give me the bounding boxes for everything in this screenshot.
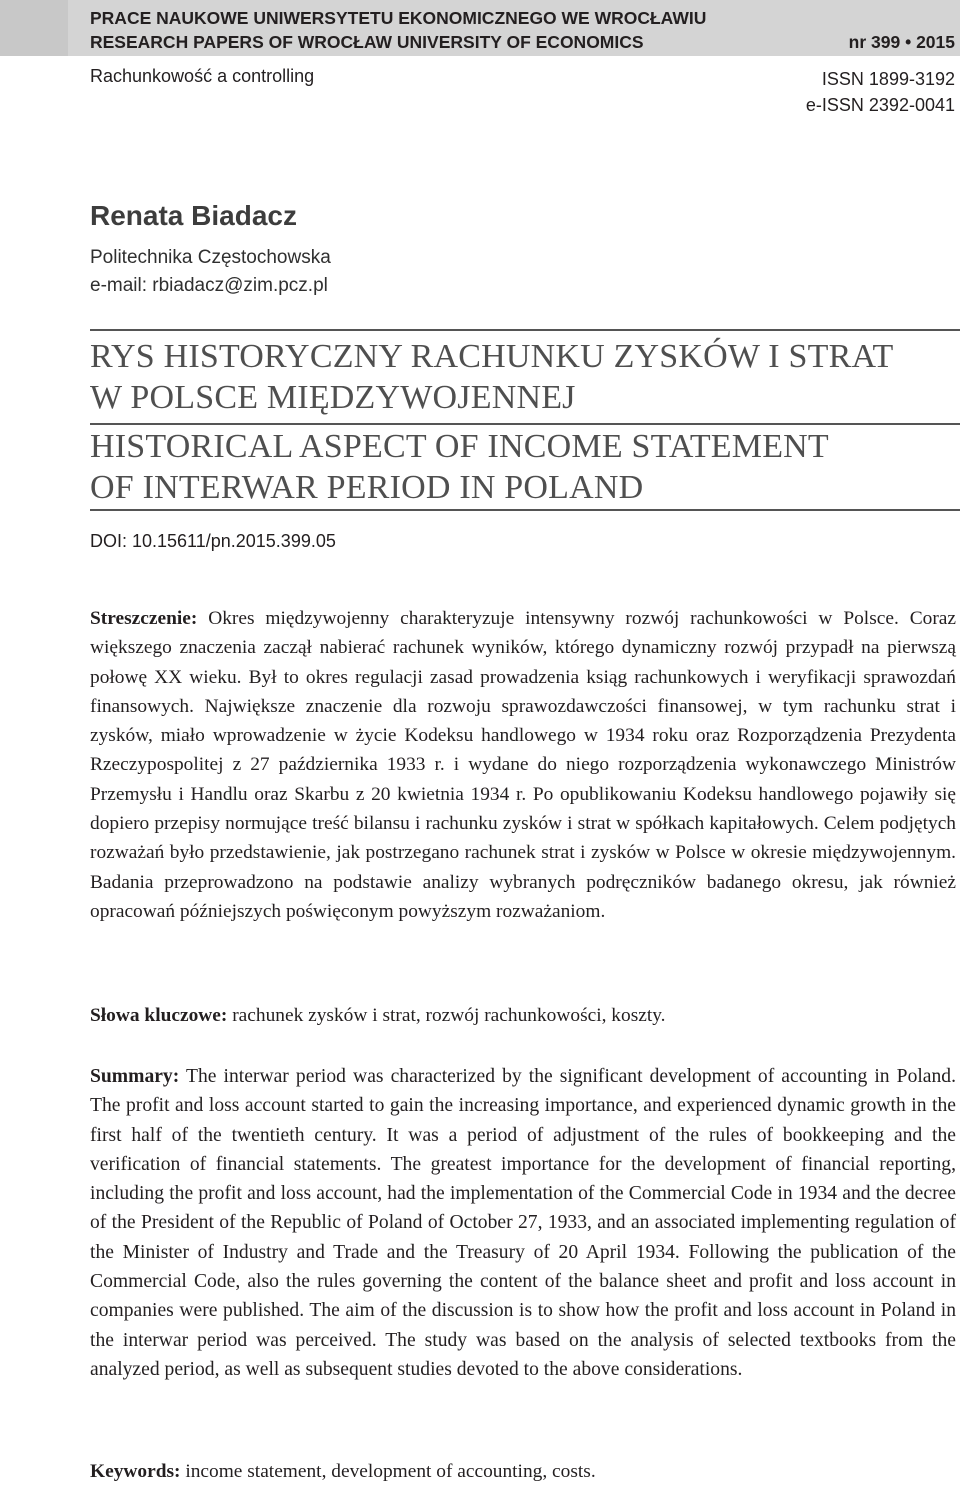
- journal-name-pl: PRACE NAUKOWE UNIWERSYTETU EKONOMICZNEGO WE WROCŁAWIU: [90, 8, 707, 28]
- title-english-line-2: OF INTERWAR PERIOD IN POLAND: [90, 469, 644, 506]
- keywords-english-label: Keywords:: [90, 1461, 181, 1482]
- author-affiliation-block: [90, 244, 331, 300]
- keywords-polish-text: rachunek zysków i strat, rozwój rachunkowości, koszty.: [232, 1005, 666, 1026]
- title-top-rule: [90, 329, 960, 331]
- title-polish-line-1: RYS HISTORYCZNY RACHUNKU ZYSKÓW I STRAT: [90, 338, 894, 375]
- title-polish: [90, 336, 950, 418]
- title-bottom-rule: [90, 509, 960, 511]
- affiliation: Politechnika Częstochowska: [90, 247, 331, 268]
- abstract-polish-text: Okres międzywojenny charakteryzuje intensywny rozwój rachunkowości w Polsce. Coraz większego znaczenia zaczął nabierać rachunek wyników, którego dynamiczny rozwój przypadł na pierwszą połowę XX wieku. Był to okres regulacji zasad prowadzenia ksiąg rachunkowych i weryfikacji sprawozdań finansowych. Największe znaczenie dla rozwoju sprawozdawczości finansowej, w tym rachunku strat i zysków, miało wprowadzenie w życie Kodeksu handlowego w 1934 roku oraz Rozporządzenia Prezydenta Rzeczypospolitej z 27 października 1933 r. i wydane do niego rozporządzenia wykonawczego Ministrów Przemysłu i Handlu oraz Skarbu z 20 kwietnia 1934 r. Po opublikowaniu Kodeksu handlowego pojawiły się dopiero przepisy normujące treść bilansu i rachunku zysków i strat w spółkach kapitałowych. Celem podjętych rozważań było przedstawienie, jak postrzegano rachunek strat i zysków w Polsce w okresie międzywojennym. Badania przeprowadzono na podstawie analizy wybranych podręczników badanego okresu, jak również opracowań późniejszych poświęconym powyższym rozważaniom.: [90, 608, 956, 922]
- e-issn: e-ISSN 2392-0041: [805, 95, 955, 115]
- issn-block: [806, 66, 955, 118]
- issn: ISSN 1899-3192: [821, 69, 955, 89]
- title-english: [90, 426, 950, 508]
- series-name: Rachunkowość a controlling: [90, 66, 315, 86]
- header-corner-block: [0, 0, 68, 56]
- journal-name-en: RESEARCH PAPERS OF WROCŁAW UNIVERSITY OF ECONOMICS: [90, 32, 644, 52]
- keywords-english: [90, 1457, 956, 1486]
- keywords-polish: [90, 1001, 956, 1030]
- summary-english-text: The interwar period was characterized by the significant development of accounting in Poland. The profit and loss account started to gain the increasing importance, and experienced dynamic growth in the first half of the twentieth century. It was a period of adjustment of the rules of bookkeeping and the verification of financial statements. The greatest importance for the development of financial reporting, including the profit and loss account, had the implementation of the Commercial Code in 1934 and the decree of the President of the Republic of Poland of October 27, 1933, and an associated implementing regulation of the Minister of Industry and Trade and the Treasury of 20 April 1934. Following the publication of the Commercial Code, also the rules governing the content of the balance sheet and profit and loss account in companies were published. The aim of the discussion is to show how the profit and loss account in Poland in the interwar period was perceived. The study was based on the analysis of selected textbooks from the analyzed period, as well as subsequent studies devoted to the above considerations.: [90, 1066, 956, 1380]
- keywords-polish-label: Słowa kluczowe:: [90, 1005, 228, 1026]
- issue-number: nr 399 • 2015: [848, 32, 955, 52]
- summary-english: [90, 1062, 956, 1384]
- keywords-english-text: income statement, development of accounting, costs.: [185, 1461, 596, 1482]
- doi: DOI: 10.15611/pn.2015.399.05: [90, 531, 336, 551]
- title-middle-rule: [90, 423, 960, 425]
- author-name: Renata Biadacz: [90, 200, 297, 231]
- title-english-line-1: HISTORICAL ASPECT OF INCOME STATEMENT: [90, 428, 829, 465]
- title-polish-line-2: W POLSCE MIĘDZYWOJENNEJ: [90, 379, 576, 416]
- abstract-polish-label: Streszczenie:: [90, 608, 198, 629]
- author-email: e-mail: rbiadacz@zim.pcz.pl: [90, 275, 328, 296]
- summary-english-label: Summary:: [90, 1066, 180, 1087]
- abstract-polish: [90, 604, 956, 926]
